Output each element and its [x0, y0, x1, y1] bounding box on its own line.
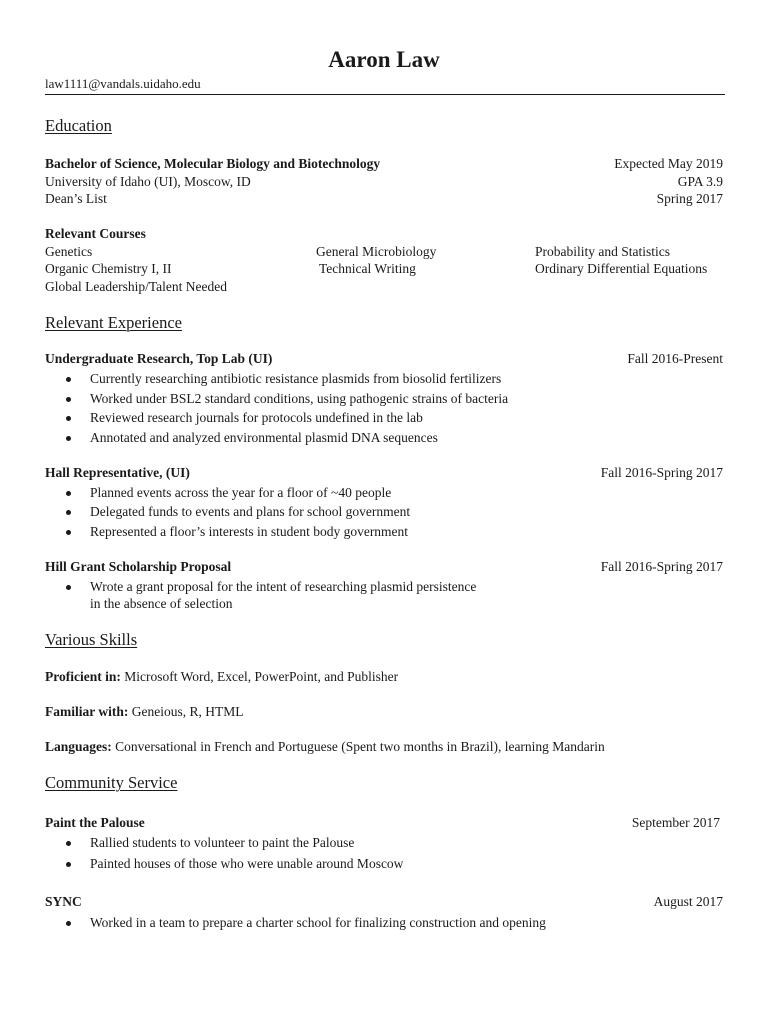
skill-label: Languages:: [45, 739, 112, 754]
skill-line: [45, 668, 398, 685]
header-divider: [45, 94, 725, 95]
service-bullet: Painted houses of those who were unable around Moscow: [90, 856, 404, 871]
job-date: Fall 2016-Spring 2017: [600, 465, 723, 480]
job-title: Undergraduate Research, Top Lab (UI): [45, 351, 273, 366]
service-bullet: Rallied students to volunteer to paint the Palouse: [90, 835, 355, 850]
courses-heading: Relevant Courses: [45, 226, 146, 241]
gpa: GPA 3.9: [677, 174, 723, 189]
community-heading: Community Service: [45, 773, 178, 792]
bullet-icon: [66, 862, 71, 867]
education-heading: Education: [45, 116, 112, 135]
skill-value: Microsoft Word, Excel, PowerPoint, and Publisher: [124, 669, 399, 684]
job-bullet: Delegated funds to events and plans for school government: [90, 504, 411, 519]
bullet-icon: [66, 416, 71, 421]
job-bullet: Represented a floor’s interests in student body government: [90, 524, 409, 539]
skill-label: Proficient in:: [45, 669, 121, 684]
skill-value: Geneious, R, HTML: [131, 704, 244, 719]
job-title: Hill Grant Scholarship Proposal: [45, 559, 232, 574]
bullet-icon: [66, 377, 71, 382]
service-title: Paint the Palouse: [45, 815, 145, 830]
course-item: General Microbiology: [316, 244, 437, 259]
service-bullet: Worked in a team to prepare a charter school for finalizing construction and opening: [90, 915, 546, 930]
degree-title: Bachelor of Science, Molecular Biology and Biotechnology: [45, 156, 381, 171]
skills-heading: Various Skills: [45, 630, 138, 649]
course-item: Probability and Statistics: [535, 244, 670, 259]
course-item: Organic Chemistry I, II: [45, 261, 172, 276]
course-item: Genetics: [45, 244, 93, 259]
job-bullet: Currently researching antibiotic resistance plasmids from biosolid fertilizers: [90, 371, 502, 386]
skill-line: [45, 738, 605, 755]
course-item: Technical Writing: [319, 261, 416, 276]
skill-value: Conversational in French and Portuguese (Spent two months in Brazil), learning Mandarin: [115, 739, 605, 754]
job-bullet: Annotated and analyzed environmental plasmid DNA sequences: [90, 430, 438, 445]
bullet-icon: [66, 491, 71, 496]
school-name: University of Idaho (UI), Moscow, ID: [45, 174, 251, 189]
service-date: August 2017: [653, 894, 723, 909]
job-bullet: Reviewed research journals for protocols undefined in the lab: [90, 410, 423, 425]
skill-label: Familiar with:: [45, 704, 129, 719]
service-title: SYNC: [45, 894, 82, 909]
course-item: Ordinary Differential Equations: [535, 261, 708, 276]
job-date: Fall 2016-Present: [627, 351, 723, 366]
email-address: law1111@vandals.uidaho.edu: [45, 76, 201, 91]
job-bullet-continuation: in the absence of selection: [90, 596, 233, 611]
bullet-icon: [66, 530, 71, 535]
degree-date: Expected May 2019: [614, 156, 723, 171]
job-title: Hall Representative, (UI): [45, 465, 190, 480]
job-bullet: Worked under BSL2 standard conditions, using pathogenic strains of bacteria: [90, 391, 509, 406]
honor: Dean’s List: [45, 191, 107, 206]
job-date: Fall 2016-Spring 2017: [600, 559, 723, 574]
bullet-icon: [66, 510, 71, 515]
course-item: Global Leadership/Talent Needed: [45, 279, 227, 294]
skill-line: [45, 703, 244, 720]
bullet-icon: [66, 436, 71, 441]
bullet-icon: [66, 585, 71, 590]
service-date: September 2017: [631, 815, 720, 830]
honor-date: Spring 2017: [656, 191, 723, 206]
job-bullet: Wrote a grant proposal for the intent of researching plasmid persistence: [90, 579, 477, 594]
bullet-icon: [66, 921, 71, 926]
bullet-icon: [66, 841, 71, 846]
experience-heading: Relevant Experience: [45, 313, 182, 332]
job-bullet: Planned events across the year for a floor of ~40 people: [90, 485, 392, 500]
resume-name: Aaron Law: [328, 47, 440, 72]
bullet-icon: [66, 397, 71, 402]
